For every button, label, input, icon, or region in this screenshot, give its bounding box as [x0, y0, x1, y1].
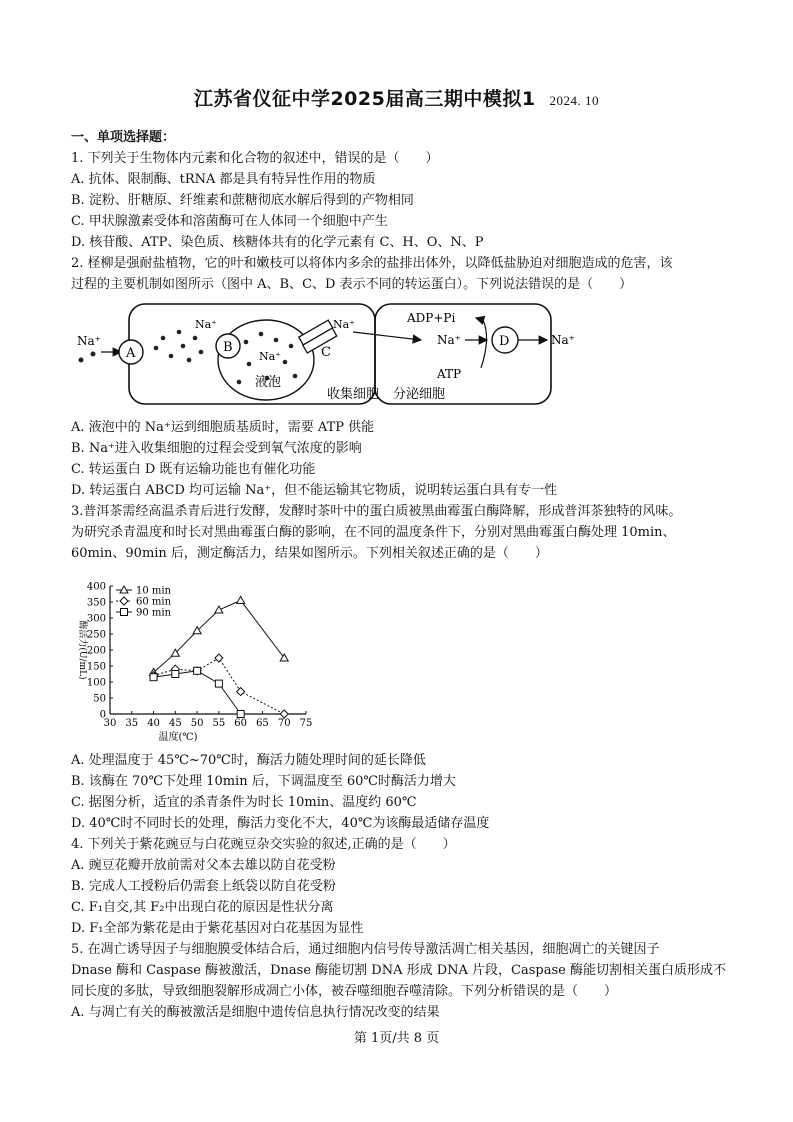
- q3-option-b: B. 该酶在 70℃下处理 10min 后，下调温度至 60℃时酶活力增大: [71, 774, 456, 789]
- arrow-to-secreting-cell: [353, 332, 421, 340]
- q4-stem: 4. 下列关于紫花豌豆与白花豌豆杂交实验的叙述,正确的是（ ）: [71, 837, 456, 852]
- q3-option-c: C. 据图分析，适宜的杀青条件为时长 10min、温度约 60℃: [71, 795, 417, 810]
- y-tick-label: 300: [86, 613, 106, 625]
- transporter-a-label: A: [126, 346, 136, 361]
- secreting-cell-label: 分泌细胞: [393, 387, 446, 402]
- q5-stem-line3: 同长度的多肽，导致细胞裂解形成凋亡小体，被吞噬细胞吞噬清除。下列分析错误的是（ ）: [71, 984, 618, 999]
- data-point-2-4: [237, 711, 244, 718]
- y-tick-label: 100: [86, 677, 106, 689]
- q1-option-c: C. 甲状腺激素受体和溶菌酶可在人体同一个细胞中产生: [71, 214, 388, 229]
- legend-label-1: 60 min: [136, 596, 172, 608]
- y-tick-label: 400: [86, 581, 106, 593]
- q2-option-c: C. 转运蛋白 D 既有运输功能也有催化功能: [71, 462, 316, 477]
- outside-ion-dots: [79, 352, 96, 363]
- x-tick-label: 35: [125, 718, 139, 729]
- q3-stem-line1: 3.普洱茶需经高温杀青后进行发酵，发酵时茶叶中的蛋白质被黑曲霉蛋白酶降解，形成普洱茶独特的风味。: [71, 504, 682, 519]
- data-point-2-2: [194, 667, 201, 674]
- q2-option-d: D. 转运蛋白 ABCD 均可运输 Na⁺，但不能运输其它物质，说明转运蛋白具有专一性: [71, 483, 558, 498]
- q4-option-a: A. 豌豆花瓣开放前需对父本去雄以防自花受粉: [71, 858, 336, 873]
- section-heading: 一、单项选择题：: [71, 130, 176, 145]
- q1-option-a: A. 抗体、限制酶、tRNA 都是具有特异性作用的物质: [71, 172, 376, 187]
- data-point-2-0: [150, 674, 157, 681]
- y-tick-label: 200: [86, 645, 106, 657]
- q1-option-d: D. 核苷酸、ATP、染色质、核糖体共有的化学元素有 C、H、O、N、P: [71, 235, 484, 250]
- transporter-c-channel: [299, 320, 337, 353]
- x-tick-label: 70: [277, 718, 291, 729]
- x-tick-label: 30: [103, 718, 117, 729]
- exam-date: 2024. 10: [549, 93, 600, 108]
- data-point-2-3: [215, 680, 222, 687]
- q2-option-a: A. 液泡中的 Na⁺运到细胞质基质时，需要 ATP 供能: [71, 420, 375, 435]
- y-tick-label: 350: [86, 597, 106, 609]
- data-point-1-3: [215, 654, 223, 662]
- transporter-b-label: B: [223, 340, 233, 355]
- atp-hydrolysis-arrow: [476, 318, 487, 368]
- page-title: [0, 84, 793, 111]
- legend-marker-2: [121, 609, 128, 616]
- q3-stem-line2: 为研究杀青温度和时长对黑曲霉蛋白酶的影响，在不同的温度条件下，分别对黑曲霉蛋白酶处理 10min、: [71, 525, 676, 540]
- na-ion-label-c: Na⁺: [333, 318, 355, 331]
- vacuole-label: 液泡: [255, 375, 282, 390]
- na-ion-label-vacuole: Na⁺: [259, 350, 281, 363]
- x-tick-label: 40: [147, 718, 160, 729]
- q1-stem: 1. 下列关于生物体内元素和化合物的叙述中，错误的是（ ）: [71, 151, 439, 166]
- series-line-2: [154, 671, 241, 714]
- data-point-0-3: [215, 606, 223, 613]
- q2-stem-line1: 2. 柽柳是强耐盐植物，它的叶和嫩枝可以将体内多余的盐排出体外，以降低盐胁迫对细胞造成的危害，该: [71, 256, 673, 271]
- y-tick-label: 0: [99, 709, 106, 721]
- salt-excretion-diagram: [71, 298, 631, 410]
- na-ion-label-excreted: Na⁺: [551, 333, 575, 347]
- y-tick-label: 150: [86, 661, 106, 673]
- legend-marker-1: [120, 597, 128, 605]
- data-point-2-1: [172, 671, 179, 678]
- data-point-1-5: [280, 710, 288, 718]
- q4-option-c: C. F₁自交,其 F₂中出现白花的原因是性状分离: [71, 900, 334, 915]
- q5-stem-line1: 5. 在凋亡诱导因子与细胞膜受体结合后，通过细胞内信号传导激活凋亡相关基因，细胞凋亡的关键因子: [71, 942, 660, 957]
- transporter-c-label: C: [321, 345, 331, 360]
- x-tick-label: 45: [168, 718, 182, 729]
- y-tick-label: 250: [86, 629, 106, 641]
- q1-option-b: B. 淀粉、肝糖原、纤维素和蔗糖彻底水解后得到的产物相同: [71, 193, 414, 208]
- q5-stem-line2: Dnase 酶和 Caspase 酶被激活，Dnase 酶能切割 DNA 形成 DNA 片段，Caspase 酶能切割相关蛋白质形成不: [71, 963, 726, 978]
- page-footer: 第 1页/共 8 页: [353, 1031, 440, 1046]
- q3-option-d: D. 40℃时不同时长的处理，酶活力变化不大，40℃为该酶最适储存温度: [71, 816, 490, 831]
- na-ion-label-outside: Na⁺: [77, 334, 101, 348]
- x-tick-label: 50: [190, 718, 204, 729]
- q2-stem-line2: 过程的主要机制如图所示（图中 A、B、C、D 表示不同的转运蛋白）。下列说法错误的是（ ）: [71, 277, 633, 292]
- adp-pi-label: ADP+Pi: [407, 311, 456, 325]
- na-ion-label-b: Na⁺: [195, 318, 217, 331]
- x-axis-label: 温度(℃): [158, 732, 198, 742]
- y-tick-label: 50: [93, 693, 106, 705]
- y-axis-label: 酶活力(U/mL): [77, 620, 87, 680]
- transporter-d-label: D: [499, 334, 510, 349]
- x-tick-label: 65: [256, 718, 269, 729]
- data-point-0-4: [237, 596, 245, 603]
- enzyme-activity-chart: [66, 574, 326, 742]
- x-tick-label: 75: [299, 718, 313, 729]
- data-point-1-4: [237, 688, 245, 696]
- q4-option-b: B. 完成人工授粉后仍需套上纸袋以防自花受粉: [71, 879, 336, 894]
- cytoplasm-ion-dots: [154, 330, 204, 363]
- na-ion-label-secreting: Na⁺: [437, 333, 461, 347]
- q4-option-d: D. F₁全部为紫花是由于紫花基因对白花基因为显性: [71, 921, 364, 936]
- q3-option-a: A. 处理温度于 45℃~70℃时，酶活力随处理时间的延长降低: [71, 753, 426, 768]
- q5-option-a: A. 与凋亡有关的酶被激活是细胞中遗传信息执行情况改变的结果: [71, 1005, 440, 1020]
- x-tick-label: 60: [234, 718, 248, 729]
- atp-label: ATP: [437, 367, 462, 381]
- collecting-cell-label: 收集细胞: [327, 387, 380, 402]
- x-tick-label: 55: [212, 718, 226, 729]
- title-text: 江苏省仪征中学2025届高三期中模拟1: [193, 88, 536, 110]
- legend-label-0: 10 min: [136, 585, 172, 597]
- q3-stem-line3: 60min、90min 后，测定酶活力，结果如图所示。下列相关叙述正确的是（ ）: [71, 546, 548, 561]
- legend-label-2: 90 min: [136, 607, 172, 619]
- q2-option-b: B. Na⁺进入收集细胞的过程会受到氧气浓度的影响: [71, 441, 362, 456]
